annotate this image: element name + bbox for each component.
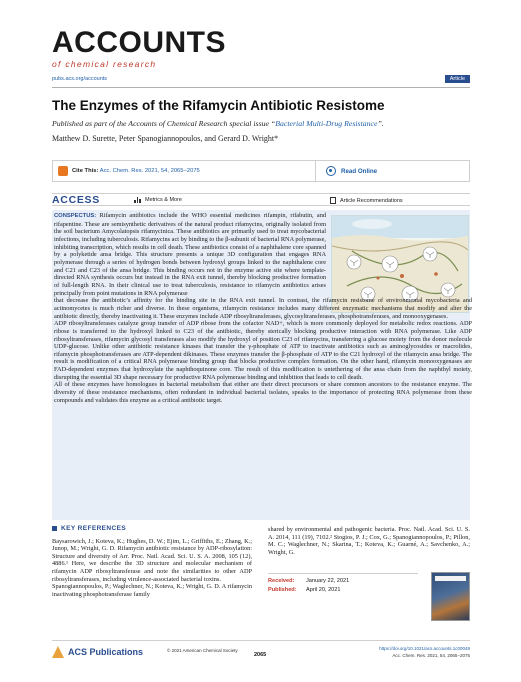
- abstract-paragraph-1: [54, 212, 326, 297]
- abstract-text: [52, 212, 474, 404]
- document-icon: [330, 197, 336, 204]
- cite-label: Cite This:: [72, 168, 99, 174]
- special-issue-note: [52, 119, 472, 128]
- abstract-box: [52, 210, 470, 520]
- page-number: 2065: [254, 652, 267, 658]
- conspectus-label: CONSPECTUS:: [54, 213, 97, 219]
- acs-triangle-icon: [52, 646, 64, 658]
- abstract-paragraph-3: All of these enzymes have homologues in bacterial metabolism that either are their direct precursors or share common ancestors to the resistance enzyme. The diversity of these resistance mechanisms, often redundant in individual bacterial isolates, speaks to the importance of protecting RNA polymerase from these compounds and validates this enzyme as a critical antibiotic target.: [54, 381, 472, 404]
- acs-publications-logo[interactable]: [52, 646, 143, 658]
- access-label: ACCESS: [52, 194, 100, 206]
- received-date-row: [268, 577, 418, 586]
- special-issue-link[interactable]: Bacterial Multi-Drug Resistance: [275, 119, 378, 128]
- abstract-paragraph-1-continued: that decrease the antibiotic’s affinity for the binding site in the RNA exit tunnel. In contrast, the rifamycin resistome of environmental mycobacteria and actinomycetes is much richer and diverse. In these organisms, rifamycin resistance includes many different enzymatic mechanisms that modify and alter the antibiotic directly, thereby inactivating it. These enzymes include ADP ribosyltransferases, glycosyltransferases, phosphotransferases, and monooxygenases.: [54, 297, 472, 320]
- doi-link[interactable]: https://doi.org/10.1021/acs.accounts.1c00048: [379, 646, 470, 651]
- recommendations-label: Article Recommendations: [340, 197, 403, 204]
- logo-main-text: ACCOUNTS: [52, 26, 226, 59]
- series-suffix: ”.: [377, 119, 384, 128]
- cite-box: [52, 160, 470, 182]
- key-reference-1: Baysarowich, J.; Koteva, K.; Hughes, D. W.; Ejim, L.; Griffiths, E.; Zhang, K.; Junop, M.; Wright, G. D. Rifamycin antibiotic resistance by ADP-ribosylation: Structure and diversity of Arr. Proc. Natl. Acad. Sci. U. S. A. 2008, 105 (12), 4886.¹ Here, we describe the 3D structure and molecular mechanism of rifamycin ADP ribosyltransferase and note the similarities to other ADP ribosyltransferases, including virulence-associated bacterial toxins.: [52, 537, 252, 583]
- abstract-p1-text: Rifamycin antibiotics include the WHO essential medicines rifampin, rifabutin, and rifapentine. These are semisynthetic derivatives of the natural product rifamycins, originally isolated from the soil bacterium Amycolatopsis rifamycinica. These antibiotics are primarily used to treat mycobacterial infections, including tuberculosis. Rifamycins act by binding to the β-subunit of bacterial RNA polymerase, inhibiting transcription, which results in cell death. These antibiotics consist of a naphthalene core spanned by a polyketide ansa bridge. This structure presents a unique 3D configuration that engages RNA polymerase through a series of hydrogen bonds between hydroxyl groups linked to the naphthalene core and C21 and C23 of the ansa bridge. This binding occurs not in the enzyme active site where template-directed RNA synthesis occurs but instead in the RNA exit tunnel, thereby blocking productive formation of full-length RNA. In their clinical use to treat tuberculosis, resistance to rifamycin antibiotics arises principally from point mutations in RNA polymerase: [54, 212, 327, 297]
- journal-url-bar: [52, 76, 470, 88]
- key-reference-2: Spanogiannopoulos, P.; Waglechner, N.; Koteva, K.; Wright, G. D. A rifamycin inactivating phosphotransferase family: [52, 583, 252, 598]
- journal-cover-thumbnail[interactable]: [431, 572, 470, 621]
- cite-icon[interactable]: [58, 166, 68, 176]
- logo-sub-text: of chemical research: [52, 59, 157, 69]
- published-label: Published:: [268, 587, 297, 593]
- cite-reference-link[interactable]: Acc. Chem. Res. 2021, 54, 2065−2075: [99, 168, 200, 174]
- acs-publisher-name: ACS Publications: [68, 647, 144, 657]
- journal-logo[interactable]: [52, 28, 472, 69]
- doi-block: [379, 646, 470, 659]
- read-online-button[interactable]: [315, 161, 377, 181]
- read-online-label: Read Online: [341, 167, 378, 175]
- metrics-label: Metrics & More: [145, 197, 182, 203]
- publication-dates: [268, 573, 418, 595]
- published-date: April 20, 2021: [306, 587, 341, 593]
- received-date: January 22, 2021: [306, 578, 350, 584]
- series-prefix: Published as part of the Accounts of Chemical Research special issue “: [52, 119, 276, 128]
- key-references-column: [52, 525, 252, 598]
- journal-url-link[interactable]: pubs.acs.org/accounts: [52, 76, 108, 82]
- article-recommendations-button[interactable]: [330, 197, 403, 204]
- copyright-notice: © 2021 American Chemical Society: [167, 648, 238, 653]
- read-online-icon: [326, 166, 336, 176]
- footer-citation: Acc. Chem. Res. 2021, 54, 2065−2075: [392, 652, 470, 658]
- key-references-heading-text: KEY REFERENCES: [61, 525, 127, 532]
- article-title: The Enzymes of the Rifamycin Antibiotic Resistome: [52, 98, 385, 113]
- key-reference-2-continued: shared by environmental and pathogenic bacteria. Proc. Natl. Acad. Sci. U. S. A. 2014, 111 (19), 7102.² Stogios, P. J.; Cox, G.; Spanogiannopoulos, P.; Pillon, M. C.; Waglechner, N.; Skarina, T.; Koteva, K.; Guarné, A.; Savchenko, A.; Wright, G.: [268, 526, 470, 556]
- cite-text: [72, 168, 200, 174]
- access-bar: [52, 193, 470, 206]
- author-list[interactable]: Matthew D. Surette, Peter Spanogiannopoulos, and Gerard D. Wright*: [52, 134, 279, 143]
- key-references-heading: [52, 525, 252, 533]
- metrics-button[interactable]: [134, 197, 182, 203]
- published-date-row: [268, 586, 418, 595]
- article-type-badge: Article: [445, 75, 470, 83]
- abstract-paragraph-2: ADP ribosyltransferases catalyze group transfer of ADP ribose from the cofactor NAD+, which is more commonly deployed for metabolic redox reactions. ADP ribose is transferred to the hydroxyl linked to C23 of the antibiotic, thereby sterically blocking productive interaction with RNA polymerase. Like ADP ribosyltransferases, rifamycin glycosyl transferases also modify the hydroxyl of position C23 of rifamycins, transferring a glucose moiety from the donor molecule UDP-glucose. Unlike other antibiotic resistance kinases that transfer the γ-phosphate of ATP to inactivate antibiotics such as aminoglycosides or macrolides, rifamycin phosphotransferases are ATP-dependent dikinases. These enzymes transfer the β-phosphate of ATP to the C21 hydroxyl of the rifamycin ansa bridge. The result is modification of a critical RNA polymerase binding group that blocks productive complex formation. On the other hand, rifamycin monooxygenases are FAD-dependent enzymes that hydroxylate the naphthoquinone core. The result of this modification is untethering of the ansa chain from the naphthyl moiety, disrupting the essential 3D shape necessary for productive RNA polymerase binding and inhibition that leads to cell death.: [54, 320, 472, 381]
- page-footer: [52, 640, 470, 656]
- section-marker-icon: [52, 526, 57, 531]
- bar-chart-icon: [134, 197, 141, 203]
- received-label: Received:: [268, 578, 295, 584]
